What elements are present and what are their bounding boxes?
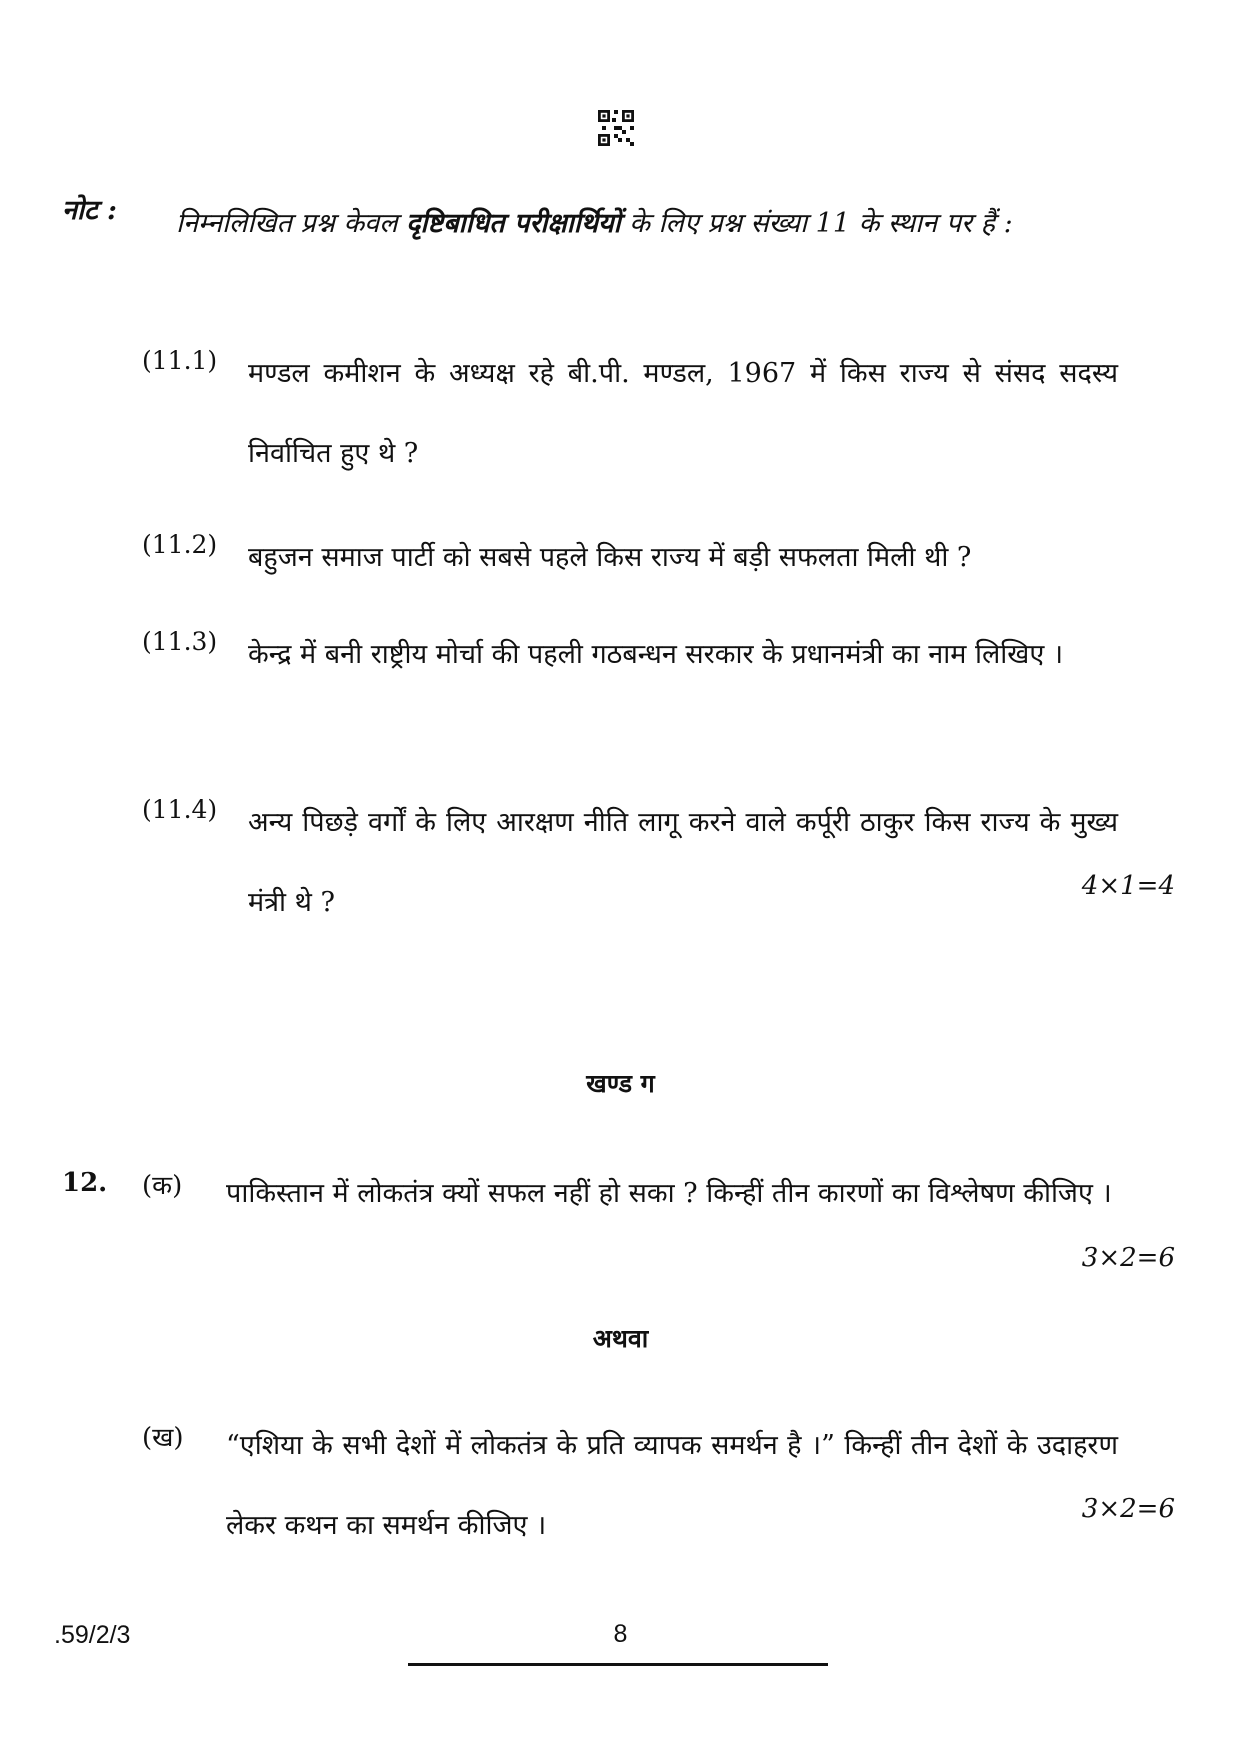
note-text-end: के लिए प्रश्न संख्या 11 के स्थान पर हैं : (620, 208, 1013, 239)
option-text: “एशिया के सभी देशों में लोकतंत्र के प्रति व्यापक समर्थन है ।” किन्हीं तीन देशों के उदाहरण लेकर कथन का समर्थन कीजिए । (226, 1430, 1118, 1541)
page-number: 8 (613, 1620, 628, 1648)
question-number: 12. (62, 1168, 108, 1198)
note-text-start: निम्नलिखित प्रश्न केवल (176, 208, 407, 239)
option-text: पाकिस्तान में लोकतंत्र क्यों सफल नहीं हो सका ? किन्हीं तीन कारणों का विश्लेषण कीजिए । (226, 1178, 1112, 1209)
option-label: (क) (142, 1171, 183, 1201)
or-label: अथवा (592, 1324, 649, 1353)
footer-divider (408, 1663, 828, 1666)
subquestion-text: अन्य पिछड़े वर्गों के लिए आरक्षण नीति लागू करने वाले कर्पूरी ठाकुर किस राज्य के मुख्य मंत्री थे ? (248, 807, 1118, 918)
option-label: (ख) (142, 1423, 184, 1453)
subquestion-number: (11.4) (142, 795, 218, 824)
qr-code-icon (598, 110, 634, 146)
subquestion-number: (11.1) (142, 346, 218, 375)
subquestion-number: (11.3) (142, 627, 218, 656)
section-heading: खण्ड ग (586, 1069, 655, 1098)
marks-label: 3×2=6 (1081, 1243, 1175, 1273)
marks-label: 3×2=6 (1081, 1494, 1175, 1524)
note-text-bold: दृष्टिबाधित परीक्षार्थियों (406, 208, 621, 239)
paper-code: .59/2/3 (54, 1621, 131, 1649)
subquestion-text: केन्द्र में बनी राष्ट्रीय मोर्चा की पहली गठबन्धन सरकार के प्रधानमंत्री का नाम लिखिए । (248, 639, 1064, 670)
subquestion-number: (11.2) (142, 530, 218, 559)
marks-label: 4×1=4 (1081, 871, 1175, 901)
subquestion-text: बहुजन समाज पार्टी को सबसे पहले किस राज्य में बड़ी सफलता मिली थी ? (248, 542, 972, 573)
subquestion-text: मण्डल कमीशन के अध्यक्ष रहे बी.पी. मण्डल, 1967 में किस राज्य से संसद सदस्य निर्वाचित हुए थे ? (248, 358, 1118, 469)
note-label: नोट : (62, 195, 117, 226)
note-text (176, 188, 1116, 260)
